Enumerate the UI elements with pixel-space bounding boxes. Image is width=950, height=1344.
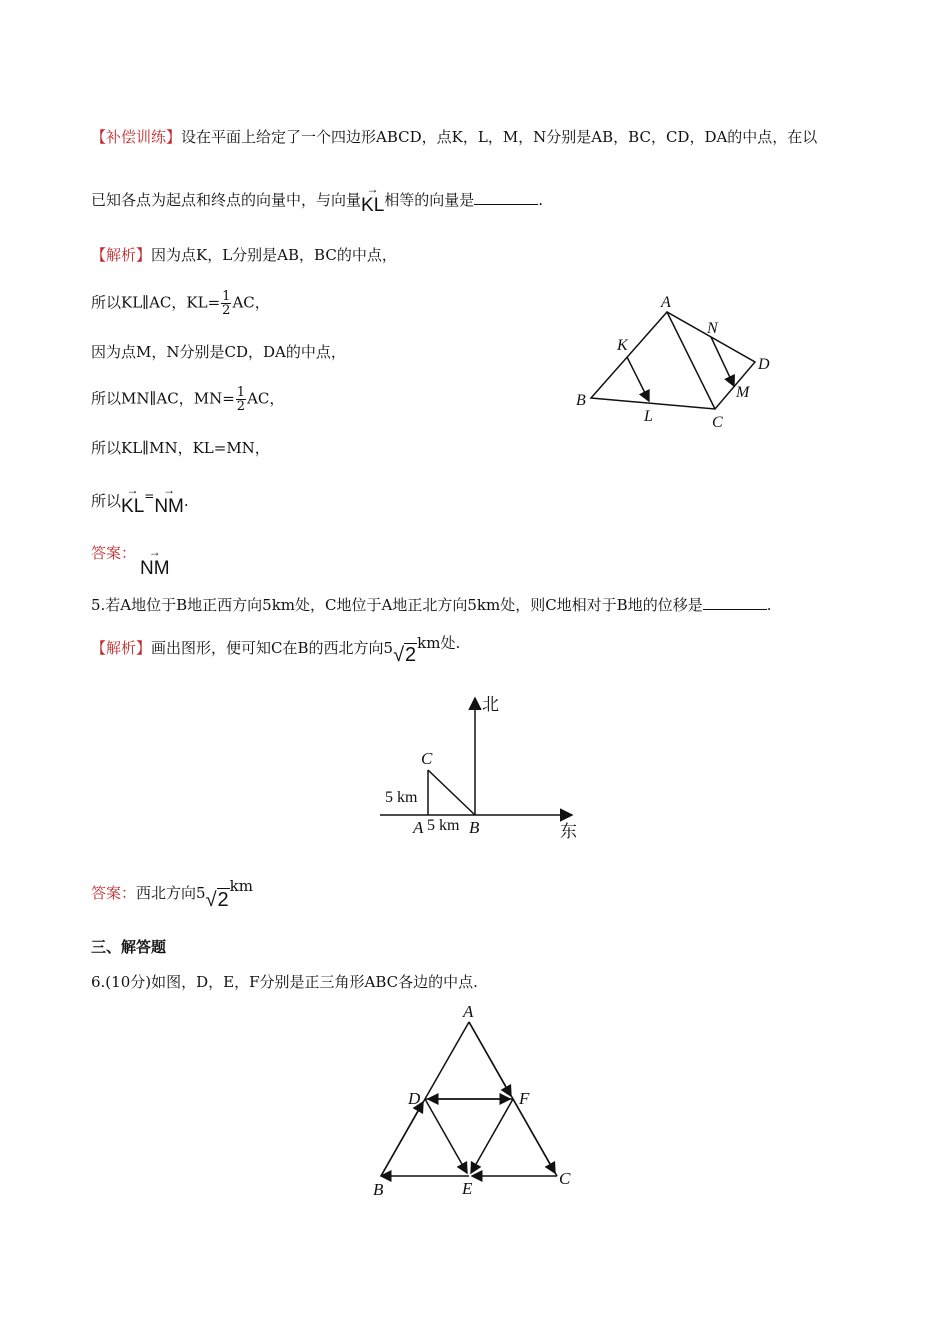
label-b: B [469, 818, 480, 837]
analysis1-line5: 所以KL∥MN，KL=MN， [91, 439, 270, 457]
analysis2-line: 【解析】画出图形，便可知C在B的西北方向5√2km处. [91, 634, 461, 666]
answer2-line: 答案：西北方向5√2km [91, 877, 253, 911]
label-e: E [462, 1179, 473, 1198]
quadrilateral-figure [560, 285, 790, 435]
compensation-text-2a: 已知各点为起点和终点的向量中，与向量 [91, 191, 362, 209]
sqrt-two: √2 [393, 644, 417, 666]
label-b: B [373, 1180, 384, 1199]
analysis-tag: 【解析】 [91, 246, 152, 264]
analysis1-line6: 所以 → KL= → NM. [91, 483, 189, 517]
fraction-half: $\frac{1}{2}$ [236, 385, 246, 414]
compensation-line2: 已知各点为起点和终点的向量中，与向量 → KL相等的向量是 . [91, 182, 544, 216]
analysis1-line3: 因为点M，N分别是CD，DA的中点， [91, 343, 346, 361]
label-b: B [576, 392, 586, 409]
label-k: K [617, 337, 628, 354]
vector-nm: → NM [140, 545, 170, 579]
segment-cb [428, 770, 475, 815]
compensation-text: 设在平面上给定了一个四边形ABCD，点K，L，M，N分别是AB，BC，CD，DA的中点，在以 [181, 128, 818, 146]
q5-line: 5.若A地位于B地正西方向5km处，C地位于A地正北方向5km处，则C地相对于B地的位移是 . [91, 596, 772, 614]
label-d: D [758, 356, 770, 373]
label-n: N [707, 320, 718, 337]
direction-figure [375, 690, 590, 845]
compensation-tag: 【补偿训练】 [91, 128, 182, 146]
q6-line: 6.(10分)如图，D，E，F分别是正三角形ABC各边的中点. [91, 973, 478, 991]
compensation-line1 [91, 127, 817, 147]
label-horizontal-5km: 5 km [427, 817, 460, 834]
arrow-kl [627, 357, 649, 401]
compensation-text-2b: 相等的向量是 [384, 191, 475, 209]
label-vertical-5km: 5 km [385, 789, 418, 806]
analysis1-line4: 所以MN∥AC，MN= $\frac{1}{2}$ AC， [91, 385, 285, 414]
quad-outline [591, 312, 755, 409]
answer1-line [91, 543, 136, 563]
vector-kl: → KL [121, 483, 145, 517]
answer-tag: 答案： [91, 544, 137, 562]
label-m: M [736, 384, 750, 401]
analysis1-line1: 【解析】因为点K，L分别是AB，BC的中点， [91, 246, 397, 264]
section-title: 三、解答题 [91, 938, 167, 956]
arrow-ba [381, 1102, 423, 1176]
label-a: A [463, 1002, 474, 1021]
vector-nm: → NM [154, 483, 184, 517]
sqrt-two: √2 [205, 889, 229, 911]
answer-blank [703, 609, 767, 610]
label-east: 东 [560, 822, 577, 842]
label-d: D [408, 1089, 421, 1108]
arrow-de [425, 1099, 467, 1173]
arrow-fe [471, 1099, 513, 1173]
arrow-af [469, 1022, 511, 1096]
label-f: F [519, 1089, 530, 1108]
answer-tag: 答案： [91, 884, 137, 902]
label-a: A [413, 818, 424, 837]
analysis1-line2: 所以KL∥AC，KL= $\frac{1}{2}$ AC， [91, 289, 270, 318]
arrow-fc [513, 1099, 555, 1173]
label-north: 北 [482, 695, 499, 715]
vector-kl: → KL [361, 182, 385, 216]
analysis-tag: 【解析】 [91, 639, 152, 657]
label-c: C [559, 1169, 571, 1188]
triangle-figure [360, 1000, 585, 1205]
answer1-vector [140, 545, 170, 579]
label-c: C [712, 414, 723, 431]
label-c: C [421, 749, 433, 768]
fraction-half: $\frac{1}{2}$ [222, 289, 231, 318]
label-l: L [644, 408, 653, 425]
label-a: A [661, 294, 671, 311]
answer-blank [474, 204, 538, 205]
